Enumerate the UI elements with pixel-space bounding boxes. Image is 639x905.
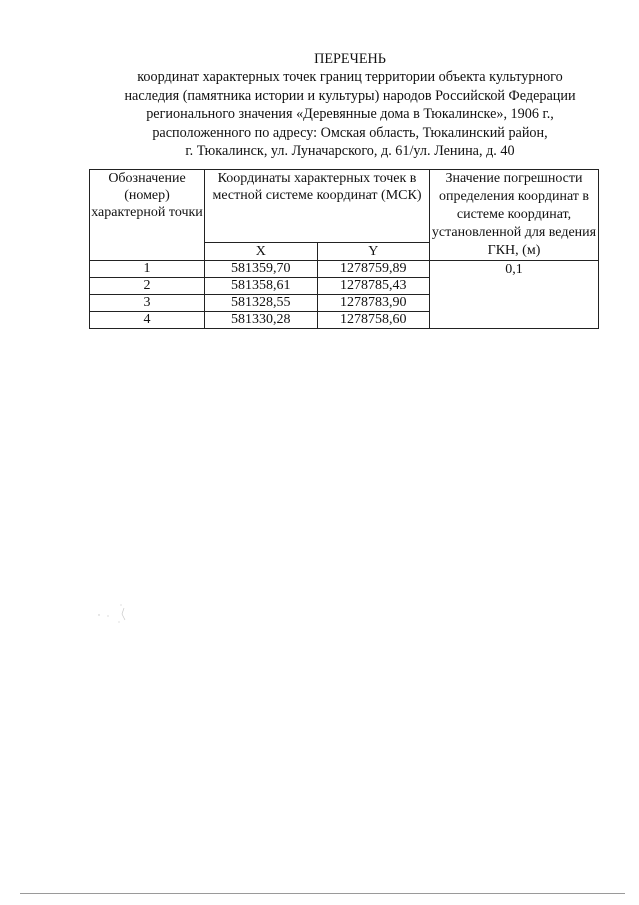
document-heading — [90, 50, 610, 160]
cell-point-number: 1 — [90, 261, 205, 278]
header-point-designation: Обозначение (номер) характерной точки — [90, 170, 205, 261]
heading-line-3: регионального значения «Деревянные дома в Тюкалинске», 1906 г., — [146, 106, 554, 123]
cell-point-number: 3 — [90, 295, 205, 312]
header-error-value: Значение погрешности определения координат в системе координат, установленной для ведения ГКН, (м) — [430, 170, 599, 261]
cell-x: 581359,70 — [205, 261, 318, 278]
heading-line-5: г. Тюкалинск, ул. Луначарского, д. 61/ул. Ленина, д. 40 — [185, 143, 515, 160]
cell-x: 581328,55 — [205, 295, 318, 312]
cell-y: 1278759,89 — [317, 261, 430, 278]
heading-line-2: наследия (памятника истории и культуры) народов Российской Федерации — [124, 87, 576, 104]
cell-y: 1278783,90 — [317, 295, 430, 312]
cell-point-number: 4 — [90, 312, 205, 329]
cell-x: 581358,61 — [205, 278, 318, 295]
coordinates-table — [89, 169, 599, 329]
table-header-row — [90, 170, 599, 243]
cell-y: 1278785,43 — [317, 278, 430, 295]
cell-point-number: 2 — [90, 278, 205, 295]
cell-y: 1278758,60 — [317, 312, 430, 329]
scan-speckle — [95, 600, 135, 628]
cell-error-value: 0,1 — [430, 261, 599, 329]
document-title: ПЕРЕЧЕНЬ — [314, 51, 386, 67]
table-row — [90, 261, 599, 278]
scan-edge-line — [20, 893, 625, 894]
cell-x: 581330,28 — [205, 312, 318, 329]
heading-line-1: координат характерных точек границ территории объекта культурного — [137, 69, 563, 86]
heading-line-4: расположенного по адресу: Омская область, Тюкалинский район, — [152, 124, 548, 141]
header-coordinates: Координаты характерных точек в местной системе координат (МСК) — [205, 170, 430, 243]
header-x: X — [205, 242, 318, 260]
header-y: Y — [317, 242, 430, 260]
